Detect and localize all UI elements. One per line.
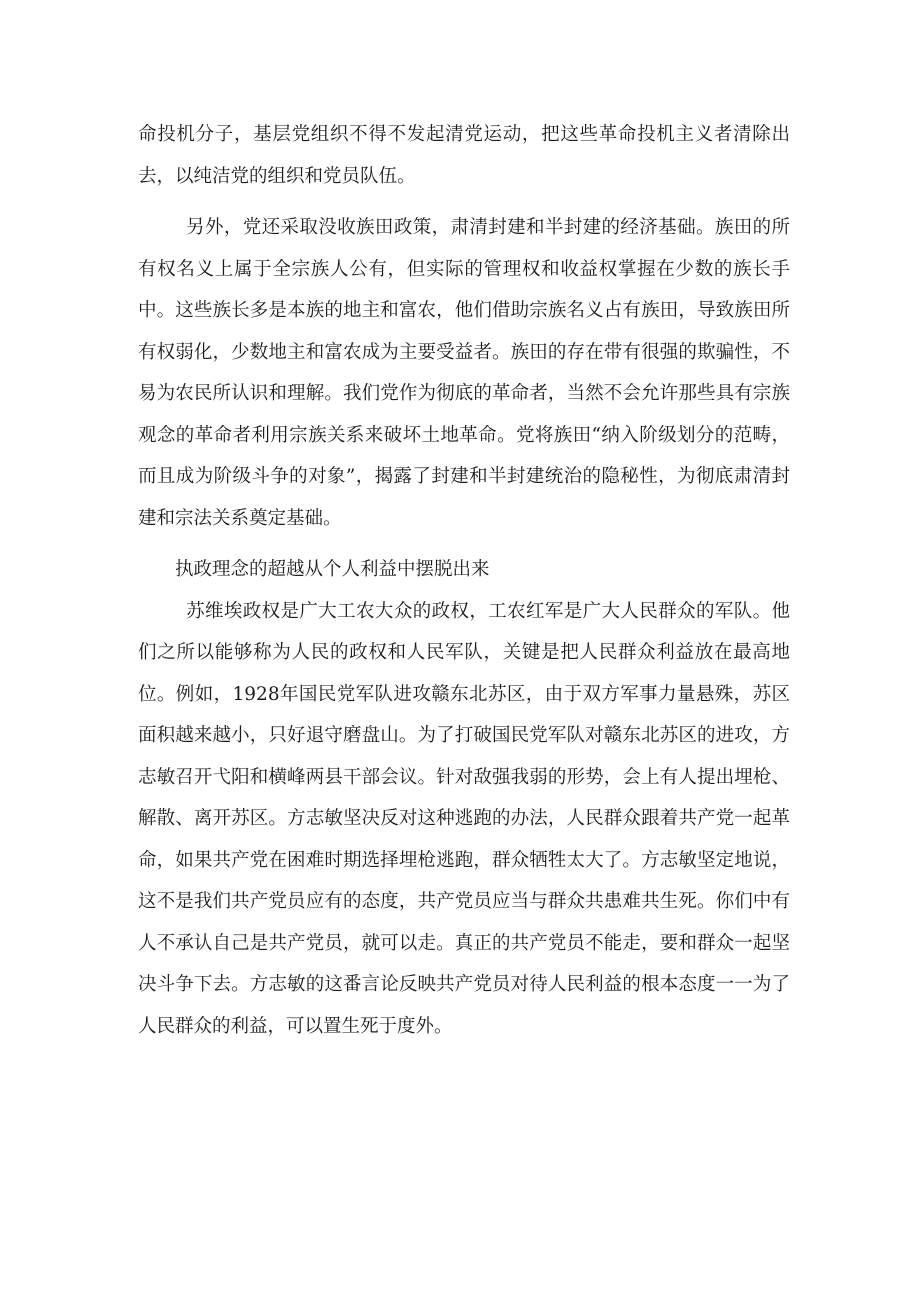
paragraph-clan-land-policy: 另外，党还采取没收族田政策，肃清封建和半封建的经济基础。族田的所有权名义上属于全宗族人公有，但实际的管理权和收益权掌握在少数的族长手中。这些族长多是本族的地主和富农，他们借助宗族名义占有族田，导致族田所有权弱化，少数地主和富农成为主要受益者。族田的存在带有很强的欺骗性，不易为农民所认识和理解。我们党作为彻底的革命者，当然不会允许那些具有宗族观念的革命者利用宗族关系来破坏土地革命。党将族田“纳入阶级划分的范畴，而且成为阶级斗争的对象”，揭露了封建和半封建统治的隐秘性，为彻底肃清封建和宗法关系奠定基础。 <box>138 217 790 529</box>
section-heading: 执政理念的超越从个人利益中摆脱出来 <box>175 559 490 580</box>
paragraph-soviet-regime: 苏维埃政权是广大工农大众的政权，工农红军是广大人民群众的军队。他们之所以能够称为人民的政权和人民军队，关键是把人民群众利益放在最高地位。例如，1928年国民党军队进攻赣东北苏区，由于双方军事力量悬殊，苏区面积越来越小，只好退守磨盘山。为了打破国民党军队对赣东北苏区的进攻，方志敏召开弋阳和横峰两县干部会议。针对敌强我弱的形势，会上有人提出埋枪、解散、离开苏区。方志敏坚决反对这种逃跑的办法，人民群众跟着共产党一起革命，如果共产党在困难时期选择埋枪逃跑，群众牺牲太大了。方志敏坚定地说，这不是我们共产党员应有的态度，共产党员应当与群众共患难共生死。你们中有人不承认自己是共产党员，就可以走。真正的共产党员不能走，要和群众一起坚决斗争下去。方志敏的这番言论反映共产党员对待人民利益的根本态度一一为了人民群众的利益，可以置生死于度外。 <box>138 600 790 1037</box>
paragraph-continuation: 命投机分子，基层党组织不得不发起清党运动，把这些革命投机主义者清除出去，以纯洁党的组织和党员队伍。 <box>138 124 790 187</box>
document-body <box>138 114 790 1047</box>
